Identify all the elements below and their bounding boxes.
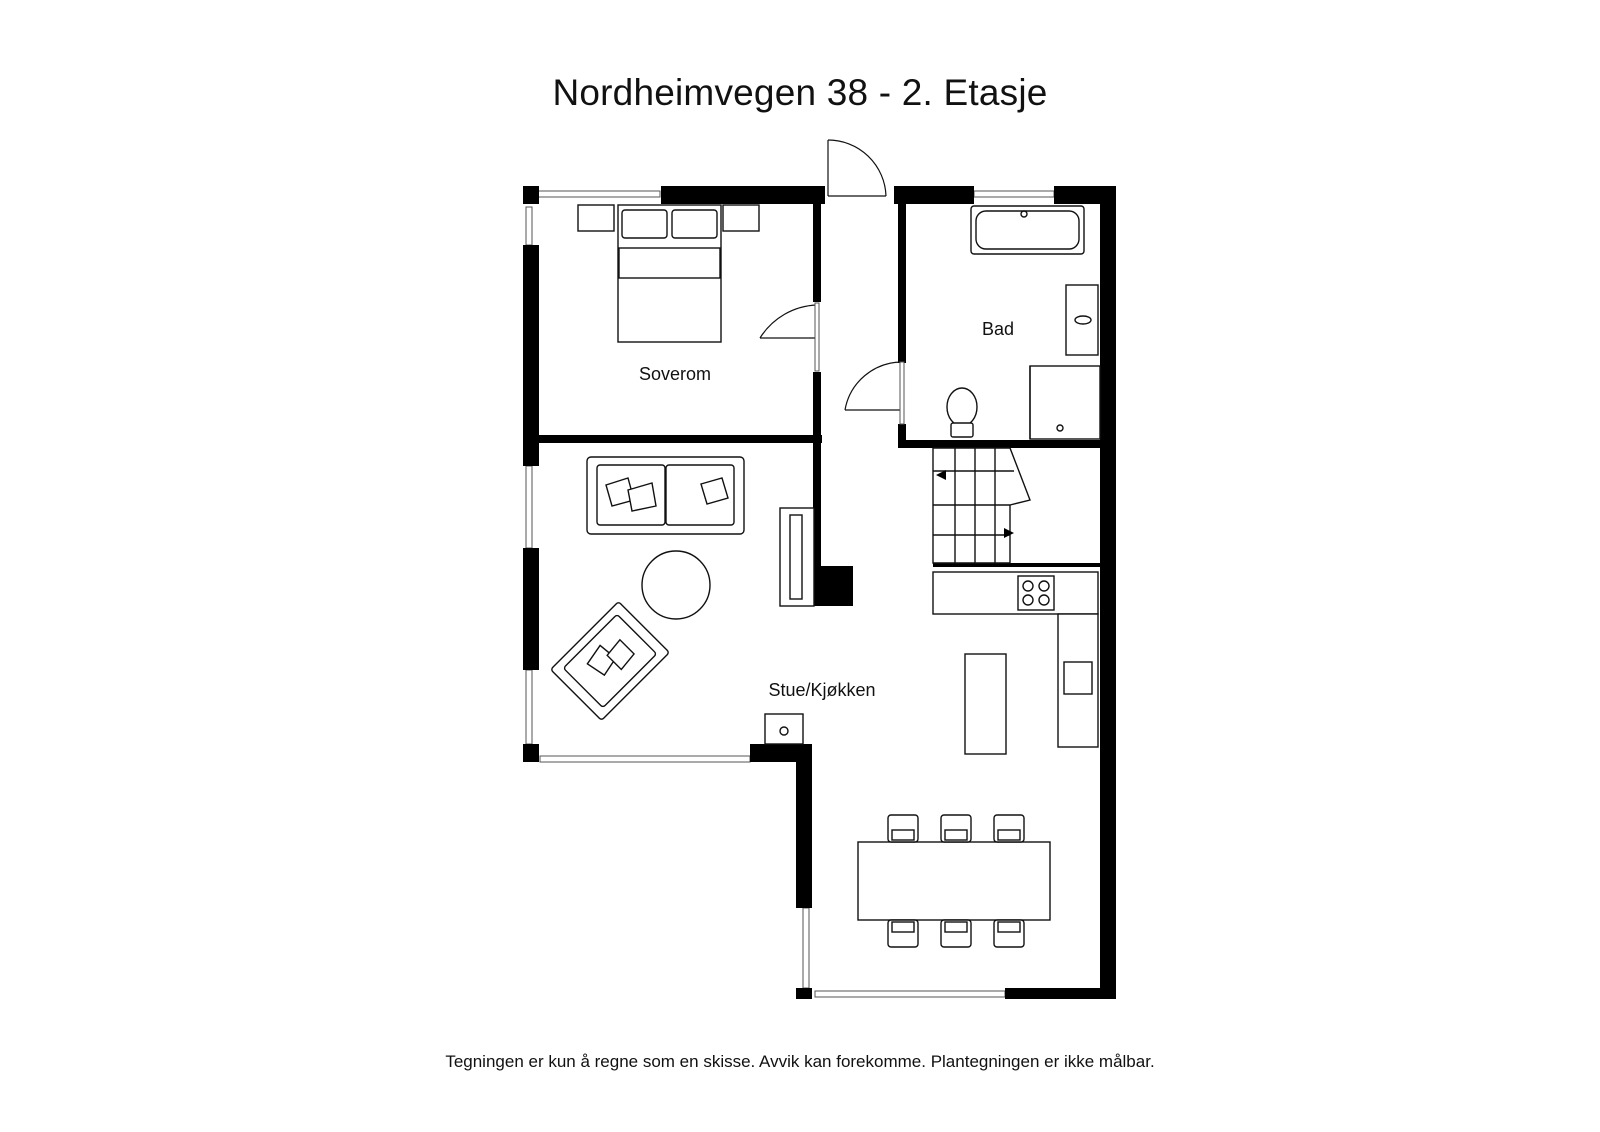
room-label-bad: Bad <box>981 319 1015 339</box>
wall-corner-top-left <box>523 186 539 204</box>
window-dining-bottom <box>815 991 1005 997</box>
window-bedroom-left <box>526 207 532 245</box>
door-entry-swing <box>828 140 886 196</box>
doors <box>760 140 904 424</box>
window-living-left-1 <box>526 466 532 548</box>
wall-corridor-left-upper <box>813 204 821 302</box>
pillow-left <box>622 210 667 238</box>
tv-bench <box>780 508 814 606</box>
wall-bath-bottom <box>898 440 1100 448</box>
counter-top <box>933 572 1098 614</box>
stove <box>1018 576 1054 610</box>
wall-right <box>1100 186 1116 999</box>
stair-arrow-down <box>1004 528 1014 538</box>
door-bedroom-swing <box>760 305 817 338</box>
window-living-left-2 <box>526 670 532 744</box>
window-bedroom-top <box>538 191 660 197</box>
wall-corner-bottom-left <box>523 744 539 762</box>
wall-top-bedroom <box>661 186 825 204</box>
kitchen <box>933 572 1098 754</box>
chair-bottom-2 <box>941 920 971 947</box>
window-bath-top <box>974 191 1054 197</box>
pillow-right <box>672 210 717 238</box>
wall-left-bedroom <box>523 245 539 466</box>
coffee-table <box>642 551 710 619</box>
wall-top-bath-left <box>894 186 974 204</box>
shower <box>1030 366 1100 439</box>
stairs <box>933 448 1030 563</box>
wall-bottom-right <box>1005 988 1116 999</box>
wall-bath-left-upper <box>898 204 906 363</box>
nightstand-right <box>723 205 759 231</box>
disclaimer-text: Tegningen er kun å regne som en skisse. Avvik kan forekomme. Plantegningen er ikke målbar. <box>445 1052 1155 1071</box>
window-dining-left <box>803 908 809 988</box>
room-label-stue-kjokken: Stue/Kjøkken <box>768 680 876 700</box>
fireplace <box>765 714 803 744</box>
room-label-soverom: Soverom <box>638 364 712 384</box>
wall-column <box>813 566 853 606</box>
chair-top-2 <box>941 815 971 842</box>
sink-counter <box>1066 285 1098 355</box>
living-furniture <box>551 457 814 744</box>
kitchen-island <box>965 654 1006 754</box>
nightstand-left <box>578 205 614 231</box>
chair-bottom-3 <box>994 920 1024 947</box>
bedroom-furniture <box>578 205 759 342</box>
bathroom-fixtures <box>947 206 1100 439</box>
chair-top-3 <box>994 815 1024 842</box>
wall-left-living <box>523 548 539 670</box>
chair-bottom-1 <box>888 920 918 947</box>
window-living-bottom <box>540 756 750 762</box>
dining <box>858 815 1050 947</box>
wall-dining-left <box>796 744 812 908</box>
door-bath-swing <box>845 362 902 410</box>
dining-table <box>858 842 1050 920</box>
plan-title: Nordheimvegen 38 - 2. Etasje <box>552 72 1048 113</box>
wall-dining-corner <box>796 988 812 999</box>
chair-top-1 <box>888 815 918 842</box>
toilet <box>947 388 977 426</box>
armchair <box>551 602 670 721</box>
wall-bedroom-living <box>539 435 822 443</box>
